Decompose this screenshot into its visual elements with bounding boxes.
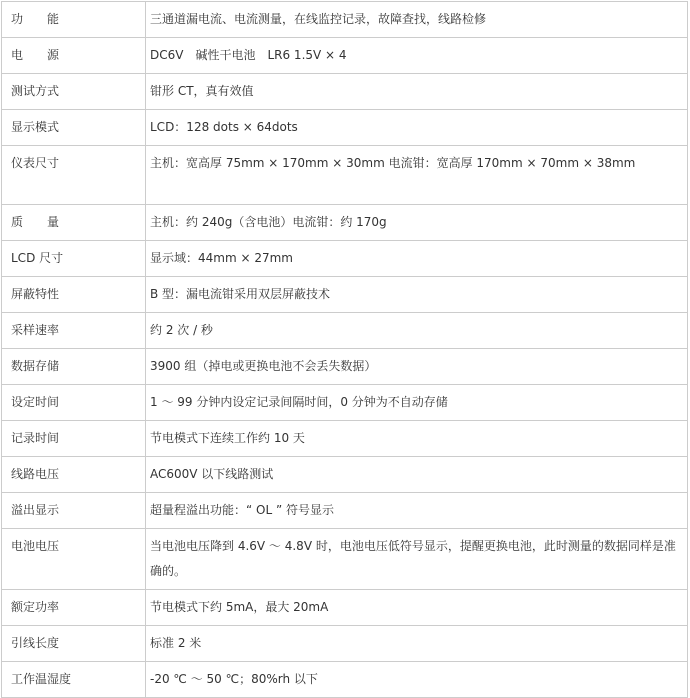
spec-label: 电池电压 — [2, 529, 146, 590]
spec-label: 溢出显示 — [2, 493, 146, 529]
spec-label: 显示模式 — [2, 110, 146, 146]
spec-value: LCD：128 dots × 64dots — [146, 110, 688, 146]
spec-value: 当电池电压降到 4.6V ～ 4.8V 时，电池电压低符号显示，提醒更换电池，此时测量的数据同样是准确的。 — [146, 529, 688, 590]
table-row — [2, 421, 688, 457]
table-row — [2, 626, 688, 662]
spec-label: 数据存储 — [2, 349, 146, 385]
spec-label: 额定功率 — [2, 590, 146, 626]
table-row — [2, 38, 688, 74]
spec-label: 功 能 — [2, 2, 146, 38]
spec-label: 线路电压 — [2, 457, 146, 493]
spec-value: AC600V 以下线路测试 — [146, 457, 688, 493]
table-row — [2, 74, 688, 110]
table-row — [2, 529, 688, 590]
spec-value: 1 ～ 99 分钟内设定记录间隔时间，0 分钟为不自动存储 — [146, 385, 688, 421]
spec-value: DC6V 碱性干电池 LR6 1.5V × 4 — [146, 38, 688, 74]
spec-label: 采样速率 — [2, 313, 146, 349]
spec-value: 标准 2 米 — [146, 626, 688, 662]
table-row — [2, 493, 688, 529]
spec-value: 显示域：44mm × 27mm — [146, 241, 688, 277]
table-row — [2, 146, 688, 205]
spec-value: -20 ℃ ～ 50 ℃；80%rh 以下 — [146, 662, 688, 698]
spec-table — [1, 1, 688, 698]
table-row — [2, 277, 688, 313]
table-row — [2, 590, 688, 626]
table-row — [2, 313, 688, 349]
spec-value: 节电模式下约 5mA，最大 20mA — [146, 590, 688, 626]
table-row — [2, 2, 688, 38]
spec-value: 三通道漏电流、电流测量，在线监控记录，故障查找，线路检修 — [146, 2, 688, 38]
spec-value: 超量程溢出功能：“ OL ” 符号显示 — [146, 493, 688, 529]
spec-value: 节电模式下连续工作约 10 天 — [146, 421, 688, 457]
table-row — [2, 662, 688, 698]
spec-value: 钳形 CT，真有效值 — [146, 74, 688, 110]
spec-value: 主机：约 240g（含电池）电流钳：约 170g — [146, 205, 688, 241]
spec-value: 主机：宽高厚 75mm × 170mm × 30mm 电流钳：宽高厚 170mm × 70mm × 38mm — [146, 146, 688, 205]
spec-value: B 型：漏电流钳采用双层屏蔽技术 — [146, 277, 688, 313]
spec-label: 引线长度 — [2, 626, 146, 662]
spec-label: LCD 尺寸 — [2, 241, 146, 277]
spec-label: 电 源 — [2, 38, 146, 74]
table-row — [2, 385, 688, 421]
spec-label: 测试方式 — [2, 74, 146, 110]
table-row — [2, 349, 688, 385]
spec-label: 设定时间 — [2, 385, 146, 421]
table-row — [2, 110, 688, 146]
spec-label: 仪表尺寸 — [2, 146, 146, 205]
table-row — [2, 241, 688, 277]
spec-value: 约 2 次 / 秒 — [146, 313, 688, 349]
spec-label: 屏蔽特性 — [2, 277, 146, 313]
spec-label: 记录时间 — [2, 421, 146, 457]
spec-value: 3900 组（掉电或更换电池不会丢失数据） — [146, 349, 688, 385]
spec-label: 质 量 — [2, 205, 146, 241]
table-row — [2, 205, 688, 241]
spec-label: 工作温湿度 — [2, 662, 146, 698]
table-row — [2, 457, 688, 493]
